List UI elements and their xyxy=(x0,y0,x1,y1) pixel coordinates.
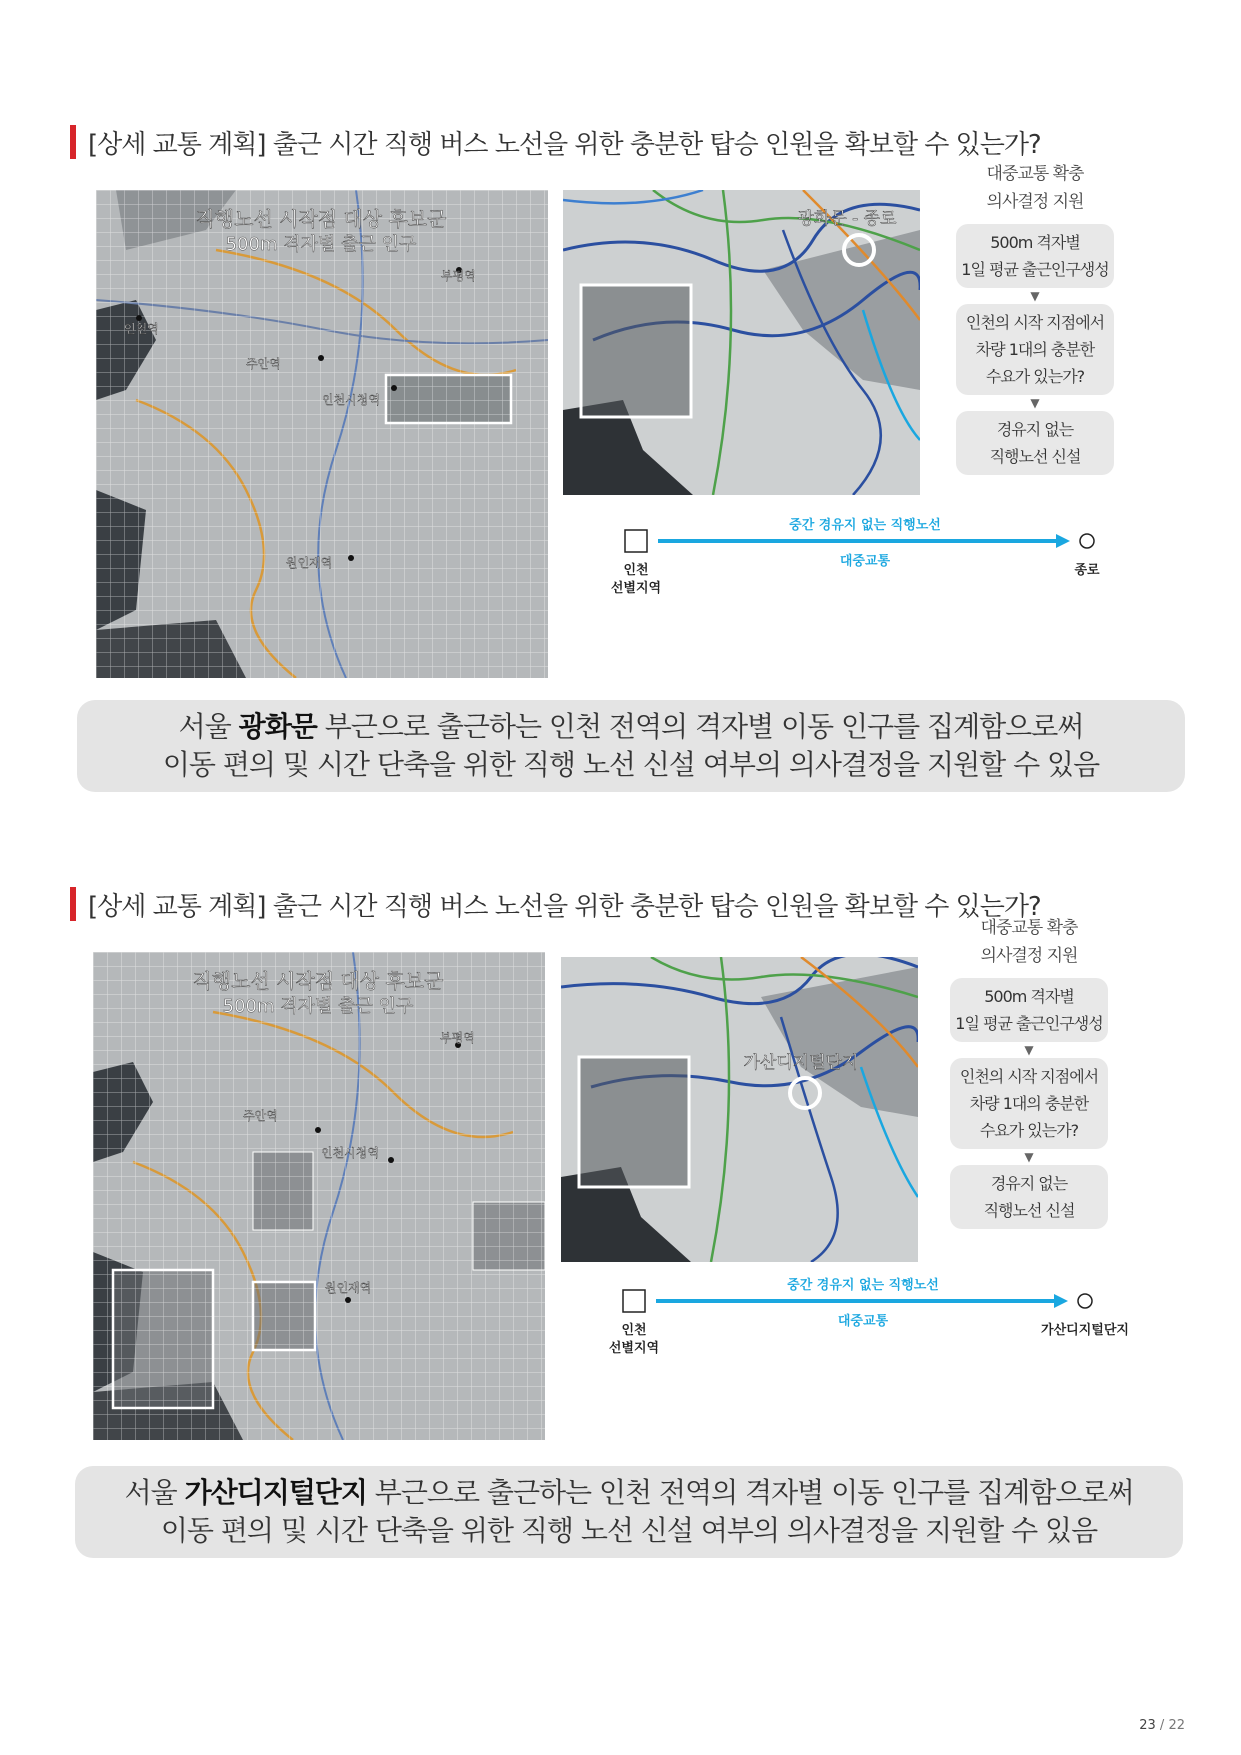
destination-map-label: 가산디지털단지 xyxy=(743,1053,859,1073)
summary-line-1: 서울 광화문 부근으로 출근하는 인천 전역의 격자별 이동 인구를 집계함으로써 xyxy=(178,710,1084,743)
summary-line-2: 이동 편의 및 시간 단축을 위한 직행 노선 신설 여부의 의사결정을 지원할 수 있음 xyxy=(162,748,1100,781)
summary-line-2: 이동 편의 및 시간 단축을 위한 직행 노선 신설 여부의 의사결정을 지원할 수 있음 xyxy=(160,1514,1098,1547)
summary-box xyxy=(75,1466,1183,1558)
flow-title: 대중교통 확충 의사결정 지원 xyxy=(980,918,1078,966)
destination-circle-icon xyxy=(1080,534,1094,548)
section-title-text: [상세 교통 계획] 출근 시간 직행 버스 노선을 위한 충분한 탑승 인원을 확보할 수 있는가? xyxy=(88,129,1041,160)
down-arrow-icon: ▼ xyxy=(1030,289,1040,303)
flow-step-3: 경유지 없는 직행노선 신설 xyxy=(950,1165,1108,1229)
direct-route-diagram xyxy=(588,1272,1148,1382)
origin-label: 인천 xyxy=(621,1323,647,1338)
station-label: 인천시청역 xyxy=(322,393,380,407)
down-arrow-icon: ▼ xyxy=(1030,396,1040,410)
flow-step-2: 인천의 시작 지점에서 차량 1대의 충분한 수요가 있는가? xyxy=(950,1058,1108,1149)
route-bottom-label: 대중교통 xyxy=(839,554,891,569)
incheon-grid-map xyxy=(96,190,548,678)
route-arrow-icon xyxy=(1056,534,1070,548)
station-label: 주안역 xyxy=(246,357,281,371)
station-label: 인천역 xyxy=(124,322,159,336)
destination-map-label: 광화문 - 종로 xyxy=(797,209,897,229)
title-accent-bar xyxy=(70,125,76,159)
station-label: 부평역 xyxy=(441,269,476,283)
page-current: 23 xyxy=(1139,1718,1156,1733)
seoul-subway-map xyxy=(563,190,920,495)
incheon-grid-map xyxy=(93,952,545,1440)
station-label: 부평역 xyxy=(440,1031,475,1045)
flow-step-1: 500m 격자별 1일 평균 출근인구생성 xyxy=(956,224,1114,288)
grid-heading-1: 직행노선 시작점 대상 후보군 xyxy=(192,969,444,993)
route-arrow-icon xyxy=(1054,1294,1068,1308)
route-graphic xyxy=(590,512,1110,622)
destination-label: 가산디지털단지 xyxy=(1041,1323,1129,1338)
station-label: 인천시청역 xyxy=(321,1146,379,1160)
grid-heading-1: 직행노선 시작점 대상 후보군 xyxy=(195,207,447,231)
origin-square-icon xyxy=(623,1290,645,1312)
station-label: 원인재역 xyxy=(325,1281,372,1295)
route-top-label: 중간 경유지 없는 직행노선 xyxy=(789,518,941,533)
decision-flow xyxy=(950,160,1120,475)
route-bottom-label: 대중교통 xyxy=(837,1314,889,1329)
section-title-text: [상세 교통 계획] 출근 시간 직행 버스 노선을 위한 충분한 탑승 인원을 확보할 수 있는가? xyxy=(88,891,1041,922)
seoul-subway-map xyxy=(561,957,918,1262)
grid-map-graphic xyxy=(93,952,545,1440)
route-top-label: 중간 경유지 없는 직행노선 xyxy=(787,1278,939,1293)
down-arrow-icon: ▼ xyxy=(1024,1150,1034,1164)
station-label: 원인재역 xyxy=(286,556,333,570)
flow-step-3: 경유지 없는 직행노선 신설 xyxy=(956,411,1114,475)
page-total: 22 xyxy=(1168,1718,1185,1733)
flow-title: 대중교통 확충 의사결정 지원 xyxy=(986,164,1084,212)
grid-heading-2: 500m 격자별 출근 인구 xyxy=(225,234,417,255)
section-title xyxy=(70,122,1041,162)
summary-box xyxy=(77,700,1185,792)
decision-flow xyxy=(944,914,1114,1229)
origin-label: 선별지역 xyxy=(610,581,662,596)
page-number xyxy=(1139,1718,1185,1733)
down-arrow-icon: ▼ xyxy=(1024,1043,1034,1057)
summary-highlight: 가산디지털단지 xyxy=(184,1476,367,1509)
flow-step-1: 500m 격자별 1일 평균 출근인구생성 xyxy=(950,978,1108,1042)
flow-step-2: 인천의 시작 지점에서 차량 1대의 충분한 수요가 있는가? xyxy=(956,304,1114,395)
origin-label: 인천 xyxy=(623,563,649,578)
direct-route-diagram xyxy=(590,512,1110,622)
subway-map-graphic xyxy=(563,190,920,495)
station-label: 주안역 xyxy=(243,1109,278,1123)
page-separator: / xyxy=(1159,1718,1165,1733)
origin-square-icon xyxy=(625,530,647,552)
destination-label: 종로 xyxy=(1074,563,1100,578)
title-accent-bar xyxy=(70,887,76,921)
section-title xyxy=(70,884,1041,924)
summary-highlight: 광화문 xyxy=(238,710,317,743)
destination-circle-icon xyxy=(1078,1294,1092,1308)
summary-line-1: 서울 가산디지털단지 부근으로 출근하는 인천 전역의 격자별 이동 인구를 집계함으로써 xyxy=(124,1476,1134,1509)
route-graphic xyxy=(588,1272,1148,1382)
origin-label: 선별지역 xyxy=(608,1341,660,1356)
subway-map-graphic xyxy=(561,957,918,1262)
grid-heading-2: 500m 격자별 출근 인구 xyxy=(222,996,414,1017)
grid-map-graphic xyxy=(96,190,548,678)
